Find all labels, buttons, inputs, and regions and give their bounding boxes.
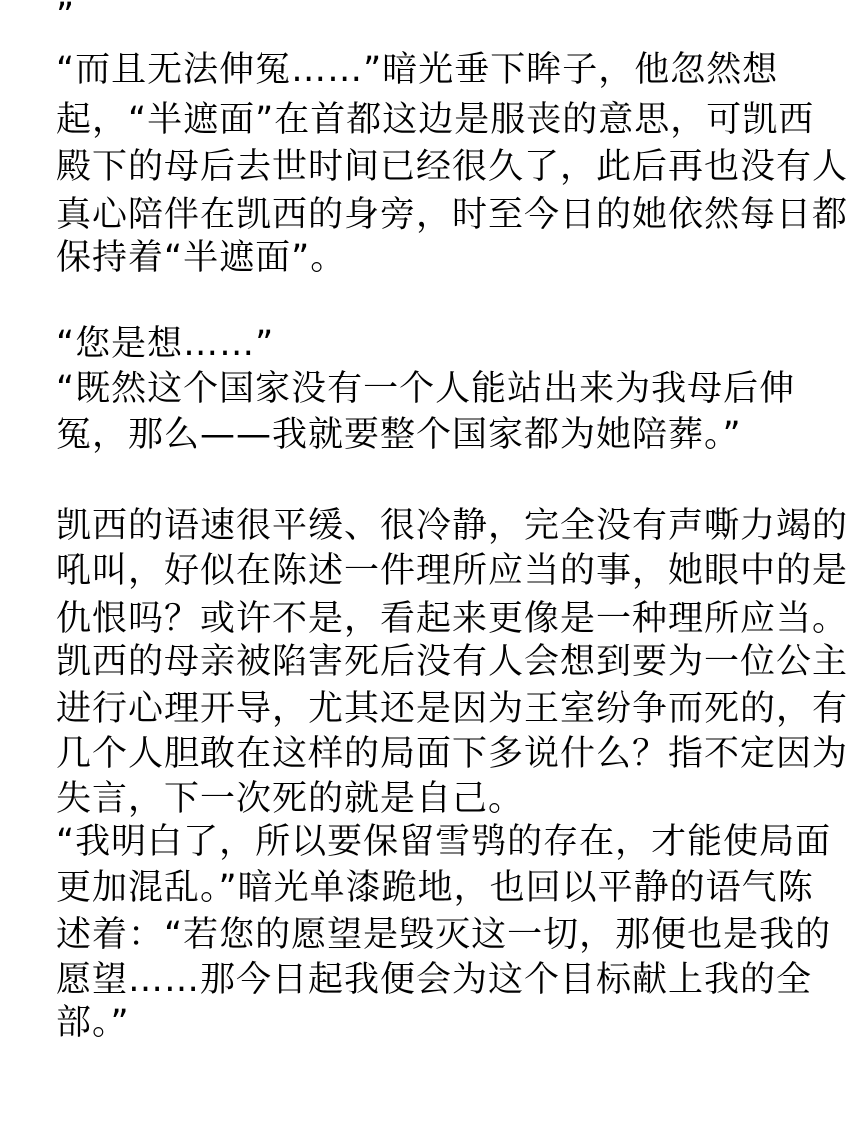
- text-line: 几个人胆敢在这样的局面下多说什么？指不定因为: [56, 734, 849, 774]
- text-line: 仇恨吗？或许不是，看起来更像是一种理所应当。: [56, 599, 849, 639]
- text-line: ”: [56, 0, 76, 36]
- text-line: 冤，那么——我就要整个国家都为她陪葬。”: [56, 415, 742, 455]
- text-line: 殿下的母后去世时间已经很久了，此后再也没有人: [56, 147, 849, 187]
- text-line: 愿望……那今日起我便会为这个目标献上我的全: [56, 960, 813, 1000]
- text-line: 起，“半遮面”在首都这边是服丧的意思，可凯西: [56, 100, 815, 140]
- text-line: 进行心理开导，尤其还是因为王室纷争而死的，有: [56, 689, 849, 729]
- text-line: 真心陪伴在凯西的身旁，时至今日的她依然每日都: [56, 195, 849, 235]
- text-line: 失言，下一次死的就是自己。: [56, 779, 525, 819]
- text-line: “您是想……”: [56, 324, 275, 364]
- text-line: 凯西的母亲被陷害死后没有人会想到要为一位公主: [56, 642, 849, 682]
- text-line: 更加混乱。”暗光单漆跪地，也回以平静的语气陈: [56, 868, 814, 908]
- text-line: “而且无法伸冤……”暗光垂下眸子，他忽然想: [56, 50, 779, 90]
- text-line: 吼叫，好似在陈述一件理所应当的事，她眼中的是: [56, 551, 849, 591]
- text-line: “既然这个国家没有一个人能站出来为我母后伸: [56, 369, 796, 409]
- text-line: “我明白了，所以要保留雪鸮的存在，才能使局面: [56, 822, 832, 862]
- text-line: 保持着“半遮面”。: [56, 238, 347, 278]
- text-line: 述着：“若您的愿望是毁灭这一切，那便也是我的: [56, 915, 832, 955]
- text-line: 部。”: [56, 1003, 130, 1043]
- text-line: 凯西的语速很平缓、很冷静，完全没有声嘶力竭的: [56, 506, 849, 546]
